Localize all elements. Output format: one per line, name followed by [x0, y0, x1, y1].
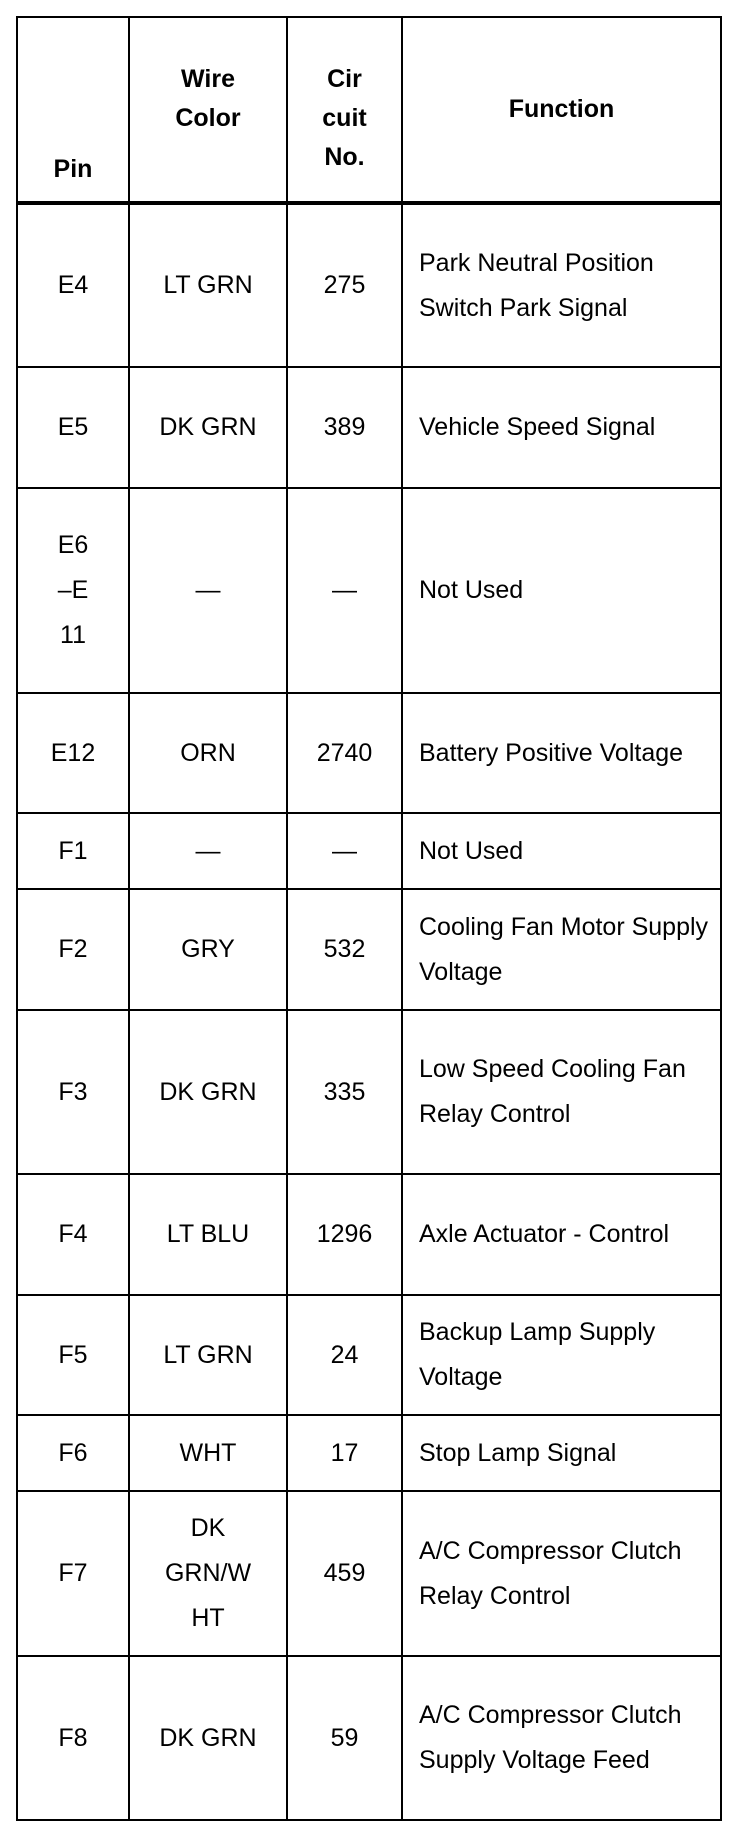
- function-cell: Axle Actuator - Control: [402, 1174, 721, 1295]
- wire-color-cell: GRY: [129, 889, 287, 1010]
- circuit-cell: 2740: [287, 693, 402, 813]
- wire-color-text: DK GRN/W HT: [164, 1514, 252, 1632]
- function-cell: Battery Positive Voltage: [402, 693, 721, 813]
- function-cell: Cooling Fan Motor Supply Voltage: [402, 889, 721, 1010]
- table-row: [17, 1415, 721, 1491]
- circuit-cell: 459: [287, 1491, 402, 1656]
- function-cell: Not Used: [402, 488, 721, 693]
- function-cell: A/C Compressor Clutch Relay Control: [402, 1491, 721, 1656]
- wire-color-cell: LT BLU: [129, 1174, 287, 1295]
- circuit-cell: 59: [287, 1656, 402, 1820]
- circuit-cell: 24: [287, 1295, 402, 1415]
- wire-color-cell: [129, 1491, 287, 1656]
- pin-cell: F1: [17, 813, 129, 889]
- table-row: [17, 1656, 721, 1820]
- wire-color-cell: DK GRN: [129, 367, 287, 488]
- table-row: [17, 1174, 721, 1295]
- header-pin: Pin: [17, 17, 129, 203]
- circuit-cell: 17: [287, 1415, 402, 1491]
- header-wire-color: [129, 17, 287, 203]
- pin-cell: E4: [17, 203, 129, 367]
- circuit-cell: 275: [287, 203, 402, 367]
- header-function: Function: [402, 17, 721, 203]
- table-row: [17, 1295, 721, 1415]
- pin-cell: E5: [17, 367, 129, 488]
- function-cell: A/C Compressor Clutch Supply Voltage Feed: [402, 1656, 721, 1820]
- wire-color-cell: LT GRN: [129, 203, 287, 367]
- pin-cell: F8: [17, 1656, 129, 1820]
- table-row: [17, 1491, 721, 1656]
- table-header-row: [17, 17, 721, 203]
- circuit-cell: —: [287, 488, 402, 693]
- circuit-cell: 1296: [287, 1174, 402, 1295]
- pin-cell: F2: [17, 889, 129, 1010]
- header-circuit-text: Cir cuit No.: [322, 65, 367, 171]
- header-circuit-number: [287, 17, 402, 203]
- pin-cell: F6: [17, 1415, 129, 1491]
- wire-color-cell: —: [129, 488, 287, 693]
- function-cell: Park Neutral Position Switch Park Signal: [402, 203, 721, 367]
- pin-cell-text: E6 –E 11: [57, 531, 89, 649]
- table-row: [17, 813, 721, 889]
- wire-color-cell: —: [129, 813, 287, 889]
- function-cell: Not Used: [402, 813, 721, 889]
- circuit-cell: 532: [287, 889, 402, 1010]
- circuit-cell: 389: [287, 367, 402, 488]
- pin-cell: F4: [17, 1174, 129, 1295]
- circuit-cell: 335: [287, 1010, 402, 1174]
- table-row: [17, 367, 721, 488]
- function-cell: Low Speed Cooling Fan Relay Control: [402, 1010, 721, 1174]
- wire-color-cell: DK GRN: [129, 1010, 287, 1174]
- table-row: [17, 693, 721, 813]
- wire-color-cell: LT GRN: [129, 1295, 287, 1415]
- pin-cell: [17, 488, 129, 693]
- pin-cell: F5: [17, 1295, 129, 1415]
- function-cell: Vehicle Speed Signal: [402, 367, 721, 488]
- wire-color-cell: DK GRN: [129, 1656, 287, 1820]
- wire-color-cell: ORN: [129, 693, 287, 813]
- wire-color-cell: WHT: [129, 1415, 287, 1491]
- pin-cell: E12: [17, 693, 129, 813]
- function-cell: Stop Lamp Signal: [402, 1415, 721, 1491]
- connector-pinout-table: [16, 16, 722, 1821]
- pin-cell: F7: [17, 1491, 129, 1656]
- table-row: [17, 488, 721, 693]
- table-row: [17, 1010, 721, 1174]
- pin-cell: F3: [17, 1010, 129, 1174]
- circuit-cell: —: [287, 813, 402, 889]
- table-row: [17, 889, 721, 1010]
- header-wire-color-text: Wire Color: [175, 65, 241, 132]
- function-cell: Backup Lamp Supply Voltage: [402, 1295, 721, 1415]
- table-row: [17, 203, 721, 367]
